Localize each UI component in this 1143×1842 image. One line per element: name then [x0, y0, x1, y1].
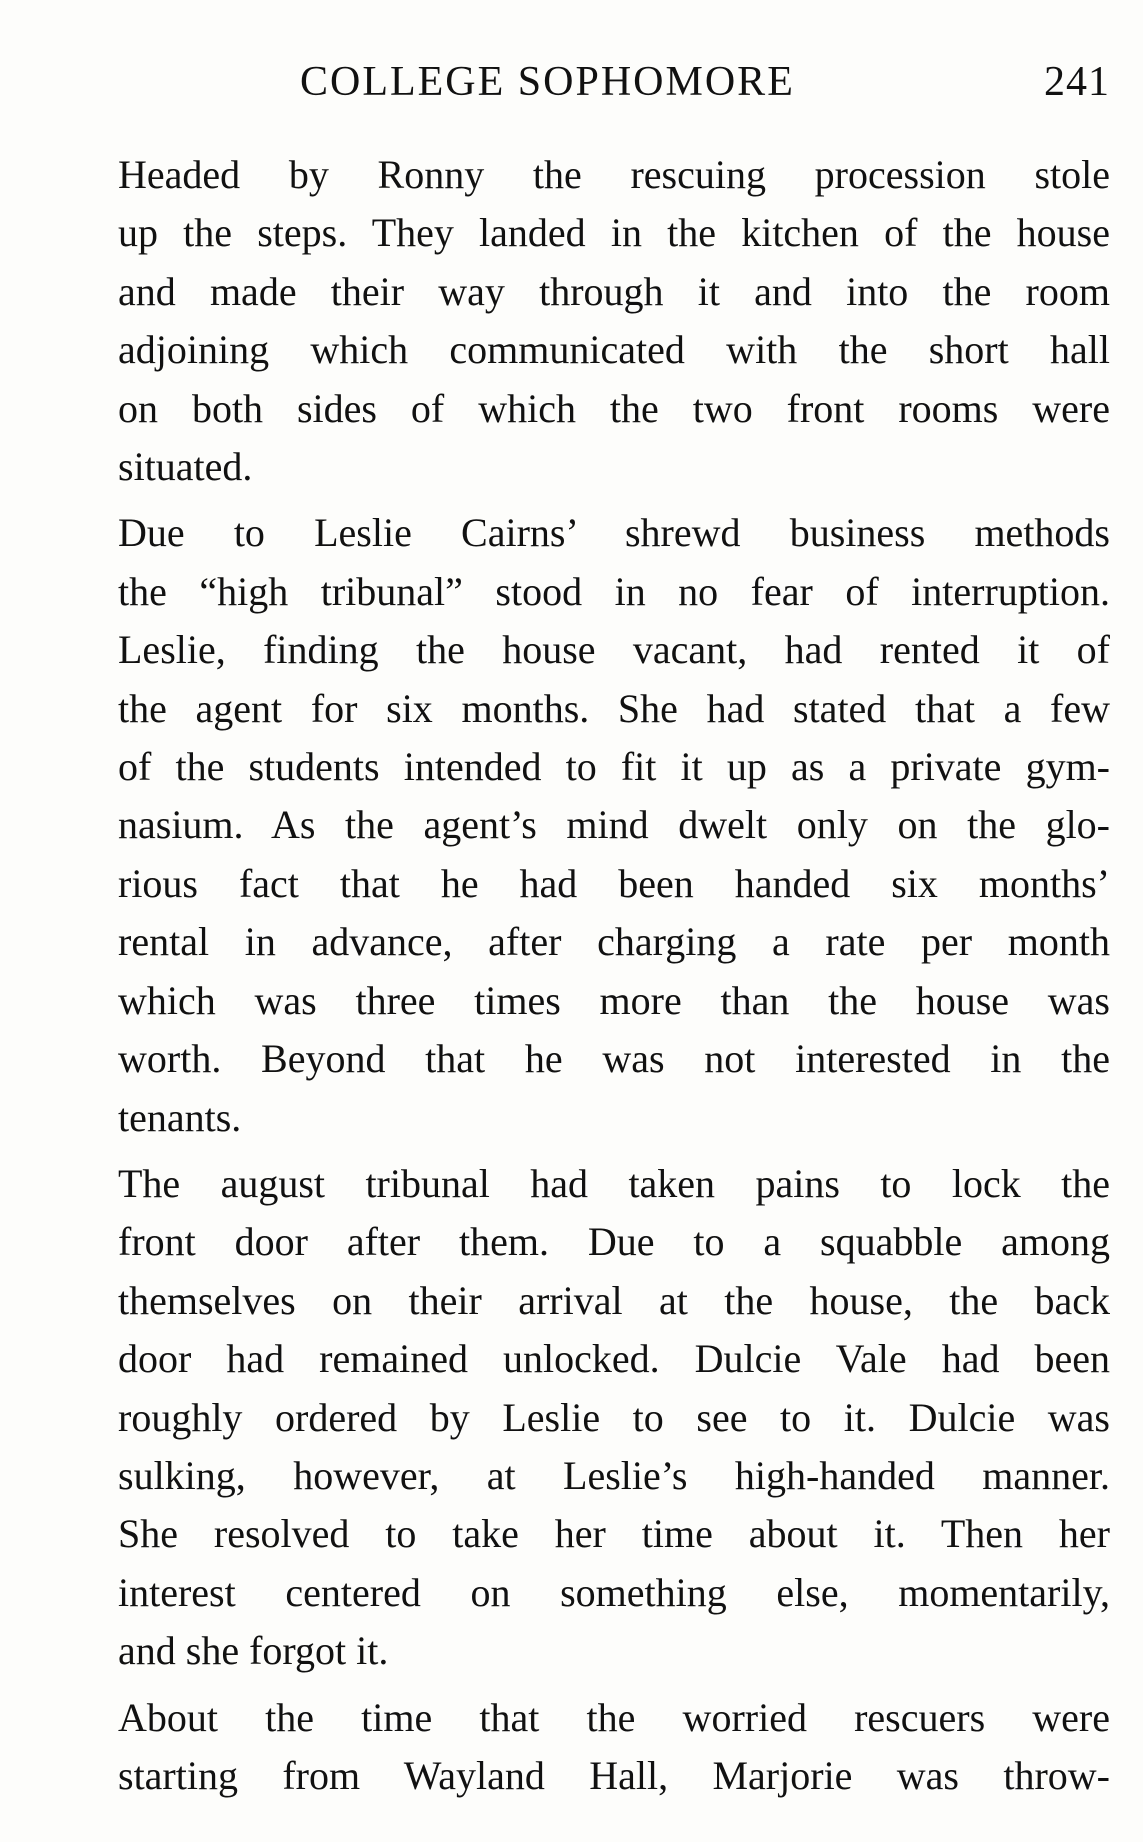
- text-line: roughly ordered by Leslie to see to it. Dulcie was: [118, 1394, 1110, 1440]
- text-line: starting from Wayland Hall, Marjorie was throw-: [118, 1752, 1110, 1798]
- body-text: [68, 146, 1110, 1805]
- text-line: rental in advance, after charging a rate per month: [118, 919, 1110, 965]
- text-line: Leslie, finding the house vacant, had rented it of: [118, 627, 1110, 673]
- text-line: situated.: [118, 444, 253, 490]
- text-line: About the time that the worried rescuers were: [118, 1694, 1110, 1740]
- text-line: rious fact that he had been handed six months’: [118, 860, 1110, 906]
- paragraph-3: [68, 1155, 1110, 1681]
- text-line: Headed by Ronny the rescuing procession stole: [118, 152, 1110, 197]
- text-line: sulking, however, at Leslie’s high-handed manner.: [118, 1452, 1110, 1498]
- paragraph-4: [68, 1689, 1110, 1806]
- text-line: front door after them. Due to a squabble among: [118, 1219, 1110, 1265]
- text-line: up the steps. They landed in the kitchen of the house: [118, 210, 1110, 256]
- text-line: nasium. As the agent’s mind dwelt only on the glo-: [118, 802, 1110, 848]
- text-line: The august tribunal had taken pains to lock the: [118, 1160, 1110, 1206]
- text-line: worth. Beyond that he was not interested in the: [118, 1036, 1110, 1082]
- text-line: of the students intended to fit it up as a private gym-: [118, 744, 1110, 790]
- text-line: the agent for six months. She had stated that a few: [118, 685, 1110, 731]
- text-line: She resolved to take her time about it. Then her: [118, 1511, 1110, 1557]
- text-line: which was three times more than the house was: [118, 977, 1110, 1023]
- text-line: and she forgot it.: [118, 1628, 389, 1674]
- text-line: Due to Leslie Cairns’ shrewd business methods: [118, 510, 1110, 556]
- text-line: door had remained unlocked. Dulcie Vale had been: [118, 1336, 1110, 1382]
- text-line: the “high tribunal” stood in no fear of interruption.: [118, 568, 1110, 614]
- text-line: tenants.: [118, 1094, 242, 1140]
- text-line: on both sides of which the two front rooms were: [118, 385, 1110, 431]
- page-number: 241: [1044, 59, 1110, 105]
- text-line: adjoining which communicated with the short hall: [118, 327, 1110, 373]
- running-title: COLLEGE SOPHOMORE: [300, 59, 795, 105]
- paragraph-1: [68, 146, 1110, 496]
- paragraph-2: [68, 504, 1110, 1146]
- running-head: [300, 52, 1110, 112]
- text-line: themselves on their arrival at the house, the back: [118, 1277, 1110, 1323]
- text-line: interest centered on something else, momentarily,: [118, 1569, 1110, 1615]
- text-line: and made their way through it and into the room: [118, 268, 1110, 314]
